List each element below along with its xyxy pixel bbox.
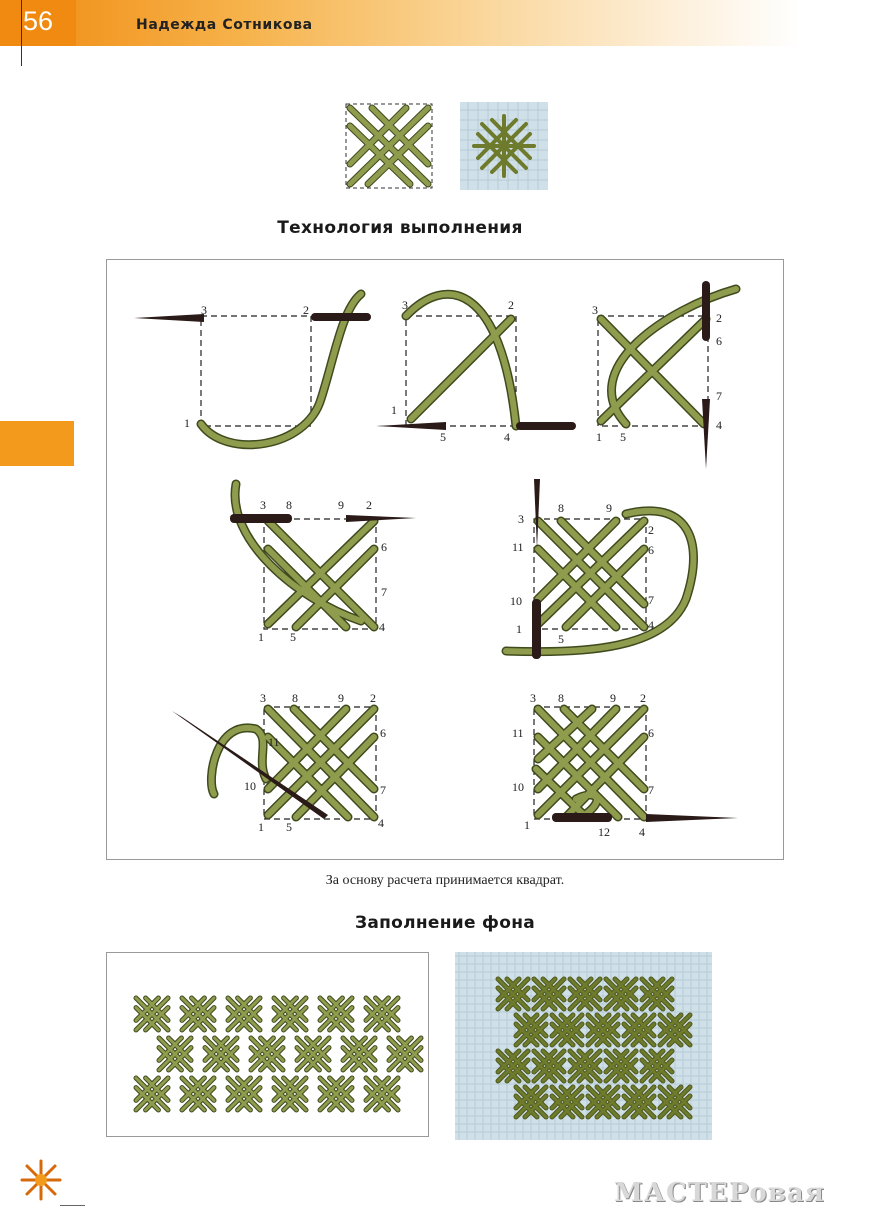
label-2: 2: [640, 691, 646, 705]
label-3: 3: [201, 303, 207, 317]
footer-rule: [60, 1205, 85, 1206]
label-4: 4: [378, 816, 384, 830]
label-1: 1: [524, 818, 530, 832]
header-bar: [0, 0, 800, 46]
label-3: 3: [260, 498, 266, 512]
label-3: 3: [530, 691, 536, 705]
label-10: 10: [512, 780, 524, 794]
fill-pattern-photo: [455, 952, 712, 1140]
label-10: 10: [510, 594, 522, 608]
label-1: 1: [258, 820, 264, 834]
step-3: [592, 281, 736, 469]
label-4: 4: [639, 825, 645, 839]
caption: За основу расчета принимается квадрат.: [325, 873, 565, 888]
label-9: 9: [338, 691, 344, 705]
label-7: 7: [380, 783, 386, 797]
label-2: 2: [716, 311, 722, 325]
label-6: 6: [648, 543, 654, 557]
label-3: 3: [260, 691, 266, 705]
label-5: 5: [286, 820, 292, 834]
label-7: 7: [716, 389, 722, 403]
label-8: 8: [558, 501, 564, 515]
label-6: 6: [380, 726, 386, 740]
label-7: 7: [381, 585, 387, 599]
label-1: 1: [184, 416, 190, 430]
label-2: 2: [370, 691, 376, 705]
stitch-photo: [460, 102, 548, 190]
label-1: 1: [258, 630, 264, 644]
label-9: 9: [610, 691, 616, 705]
label-5: 5: [440, 430, 446, 444]
author-name: Надежда Сотникова: [136, 17, 313, 33]
label-11: 11: [268, 735, 280, 749]
heading-technology: Технология выполнения: [277, 218, 523, 238]
label-4: 4: [716, 418, 722, 432]
stitch-steps-diagram: [106, 259, 784, 860]
label-2: 2: [303, 303, 309, 317]
fill-pattern-diagram: [106, 952, 429, 1137]
label-1: 1: [391, 403, 397, 417]
side-tab: [0, 421, 74, 466]
star-ornament-icon: [18, 1157, 64, 1203]
label-7: 7: [648, 593, 654, 607]
label-8: 8: [558, 691, 564, 705]
page-number: 56: [22, 6, 54, 36]
heading-background-fill: Заполнение фона: [354, 913, 536, 933]
label-5: 5: [558, 632, 564, 646]
label-2: 2: [508, 298, 514, 312]
label-11: 11: [512, 726, 524, 740]
label-8: 8: [292, 691, 298, 705]
step-6: [172, 691, 386, 834]
label-2: 2: [648, 523, 654, 537]
label-12: 12: [598, 825, 610, 839]
label-6: 6: [381, 540, 387, 554]
label-3: 3: [402, 298, 408, 312]
watermark: МАСТЕРовая: [614, 1178, 825, 1208]
label-6: 6: [648, 726, 654, 740]
label-1: 1: [596, 430, 602, 444]
label-6: 6: [716, 334, 722, 348]
margin-rule: [21, 0, 22, 66]
step-7: [512, 691, 738, 839]
label-7: 7: [648, 783, 654, 797]
label-3: 3: [592, 303, 598, 317]
label-9: 9: [338, 498, 344, 512]
label-4: 4: [504, 430, 510, 444]
step-4: [230, 484, 416, 644]
stitch-diagram-icon: [344, 102, 434, 190]
label-4: 4: [648, 618, 654, 632]
label-10: 10: [244, 779, 256, 793]
label-5: 5: [620, 430, 626, 444]
label-5: 5: [290, 630, 296, 644]
pattern-stars: [136, 998, 421, 1110]
label-8: 8: [286, 498, 292, 512]
label-3: 3: [518, 512, 524, 526]
step-1: [134, 294, 371, 445]
label-4: 4: [379, 620, 385, 634]
label-9: 9: [606, 501, 612, 515]
label-11: 11: [512, 540, 524, 554]
label-1: 1: [516, 622, 522, 636]
label-2: 2: [366, 498, 372, 512]
